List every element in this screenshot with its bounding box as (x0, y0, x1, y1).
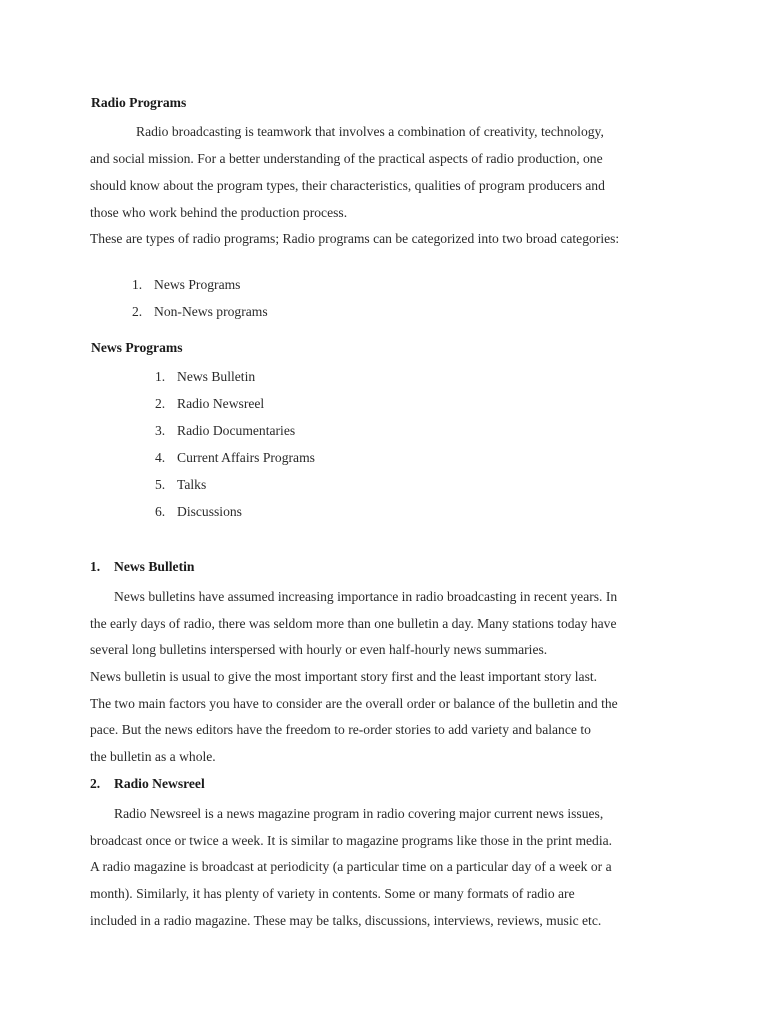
paragraph-line: News bulletins have assumed increasing importance in radio broadcasting in recent years. In (114, 589, 618, 604)
news-type-item (155, 477, 206, 493)
page-title: Radio Programs (91, 95, 187, 110)
news-programs-heading: News Programs (91, 340, 183, 355)
list-label: News Programs (154, 277, 241, 292)
news-type-item (155, 504, 242, 520)
section-title: News Bulletin (114, 559, 195, 574)
section-heading-news-bulletin (90, 559, 194, 575)
section-title: Radio Newsreel (114, 776, 205, 791)
list-number: 1. (132, 277, 143, 292)
section-number: 2. (90, 776, 101, 791)
intro-line: those who work behind the production process. (90, 205, 348, 220)
paragraph-line: Radio Newsreel is a news magazine program in radio covering major current news issues, (114, 806, 604, 821)
list-number: 5. (155, 477, 166, 492)
list-number: 1. (155, 369, 166, 384)
intro-line: These are types of radio programs; Radio programs can be categorized into two broad categories: (90, 231, 620, 246)
news-type-item (155, 369, 255, 385)
list-label: Radio Documentaries (177, 423, 296, 438)
news-type-item (155, 450, 315, 466)
list-number: 3. (155, 423, 166, 438)
paragraph-line: broadcast once or twice a week. It is similar to magazine programs like those in the print media. (90, 833, 613, 848)
list-number: 6. (155, 504, 166, 519)
paragraph-line: The two main factors you have to consider are the overall order or balance of the bulletin and the (90, 696, 618, 711)
list-label: Discussions (177, 504, 242, 519)
intro-line: should know about the program types, their characteristics, qualities of program producers and (90, 178, 605, 193)
list-label: News Bulletin (177, 369, 256, 384)
news-type-item (155, 423, 295, 439)
paragraph-line: month). Similarly, it has plenty of variety in contents. Some or many formats of radio are (90, 886, 575, 901)
list-label: Current Affairs Programs (177, 450, 315, 465)
paragraph-line: A radio magazine is broadcast at periodicity (a particular time on a particular day of a week or a (90, 859, 612, 874)
section-number: 1. (90, 559, 101, 574)
news-type-item (155, 396, 264, 412)
section-heading-radio-newsreel (90, 776, 205, 792)
category-item (132, 304, 268, 320)
list-label: Talks (177, 477, 207, 492)
paragraph-line: several long bulletins interspersed with hourly or even half-hourly news summaries. (90, 642, 548, 657)
list-label: Radio Newsreel (177, 396, 265, 411)
paragraph-line: News bulletin is usual to give the most important story first and the least important story last. (90, 669, 598, 684)
category-item (132, 277, 240, 293)
paragraph-line: the early days of radio, there was seldom more than one bulletin a day. Many stations today have (90, 616, 617, 631)
paragraph-line: the bulletin as a whole. (90, 749, 216, 764)
list-number: 2. (155, 396, 166, 411)
list-number: 4. (155, 450, 166, 465)
intro-line: and social mission. For a better understanding of the practical aspects of radio production, one (90, 151, 603, 166)
list-label: Non-News programs (154, 304, 268, 319)
paragraph-line: pace. But the news editors have the freedom to re-order stories to add variety and balance to (90, 722, 591, 737)
paragraph-line: included in a radio magazine. These may be talks, discussions, interviews, reviews, music etc. (90, 913, 602, 928)
list-number: 2. (132, 304, 143, 319)
intro-line: Radio broadcasting is teamwork that involves a combination of creativity, technology, (136, 124, 604, 139)
